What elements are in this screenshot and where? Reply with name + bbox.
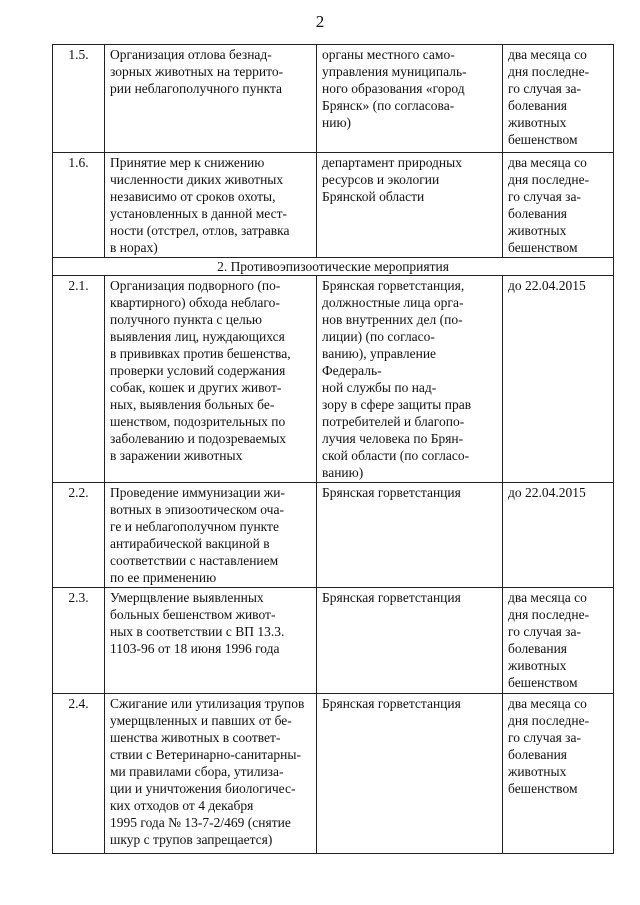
measure-cell: Организация подворного (по- квартирного) обхода неблаго- получного пункта с целью выявления лиц, нуждающихся в прививках против бешенства, проверки условий содержания собак, кошек и других живот- ных, выявления больных бе- шенством, подозрительных по заболеванию и подозреваемых в заражении животных [105, 276, 317, 483]
table-row [53, 45, 614, 153]
table-row [53, 276, 614, 483]
measure-cell: Проведение иммунизации жи- вотных в эпизоотическом оча- ге и неблагополучном пункте антирабической вакциной в соответствии с наставлением по ее применению [105, 483, 317, 588]
deadline-cell: до 22.04.2015 [503, 276, 614, 483]
deadline-cell: два месяца со дня последне- го случая за- болевания животных бешенством [503, 694, 614, 854]
measure-cell: Умерщвление выявленных больных бешенством живот- ных в соответствии с ВП 13.3. 1103-96 от 18 июня 1996 года [105, 588, 317, 694]
table-row [53, 483, 614, 588]
deadline-cell: до 22.04.2015 [503, 483, 614, 588]
row-number: 2.1. [53, 276, 105, 483]
executor-cell: Брянская горветстанция [317, 588, 503, 694]
row-number: 2.3. [53, 588, 105, 694]
executor-cell: органы местного само- управления муниципаль- ного образования «город Брянск» (по согласова- нию) [317, 45, 503, 153]
deadline-cell: два месяца со дня последне- го случая за- болевания животных бешенством [503, 588, 614, 694]
row-number: 1.5. [53, 45, 105, 153]
section-row [53, 258, 614, 276]
measures-table [52, 44, 614, 854]
deadline-cell: два месяца со дня последне- го случая за- болевания животных бешенством [503, 45, 614, 153]
executor-cell: Брянская горветстанция, должностные лица орга- нов внутренних дел (по- лиции) (по согласо- ванию), управление Федераль- ной службы по над- зору в сфере защиты прав потребителей и благопо- лучия человека по Брян- ской области (по согласо- ванию) [317, 276, 503, 483]
table-row [53, 694, 614, 854]
row-number: 2.2. [53, 483, 105, 588]
row-number: 2.4. [53, 694, 105, 854]
executor-cell: Брянская горветстанция [317, 483, 503, 588]
deadline-cell: два месяца со дня последне- го случая за- болевания животных бешенством [503, 153, 614, 258]
executor-cell: департамент природных ресурсов и экологии Брянской области [317, 153, 503, 258]
table-row [53, 153, 614, 258]
page-number: 2 [315, 12, 325, 31]
measure-cell: Сжигание или утилизация трупов умерщвленных и павших от бе- шенства животных в соответ- ствии с Ветеринарно-санитарны- ми правилами сбора, утилиза- ции и уничтожения биологичес- ких отходов от 4 декабря 1995 года № 13-7-2/469 (снятие шкур с трупов запрещается) [105, 694, 317, 854]
row-number: 1.6. [53, 153, 105, 258]
measure-cell: Организация отлова безнад- зорных животных на террито- рии неблагополучного пункта [105, 45, 317, 153]
measure-cell: Принятие мер к снижению численности диких животных независимо от сроков охоты, установленных в данной мест- ности (отстрел, отлов, затравка в норах) [105, 153, 317, 258]
table-row [53, 588, 614, 694]
section-title: 2. Противоэпизоотические мероприятия [53, 258, 614, 276]
executor-cell: Брянская горветстанция [317, 694, 503, 854]
